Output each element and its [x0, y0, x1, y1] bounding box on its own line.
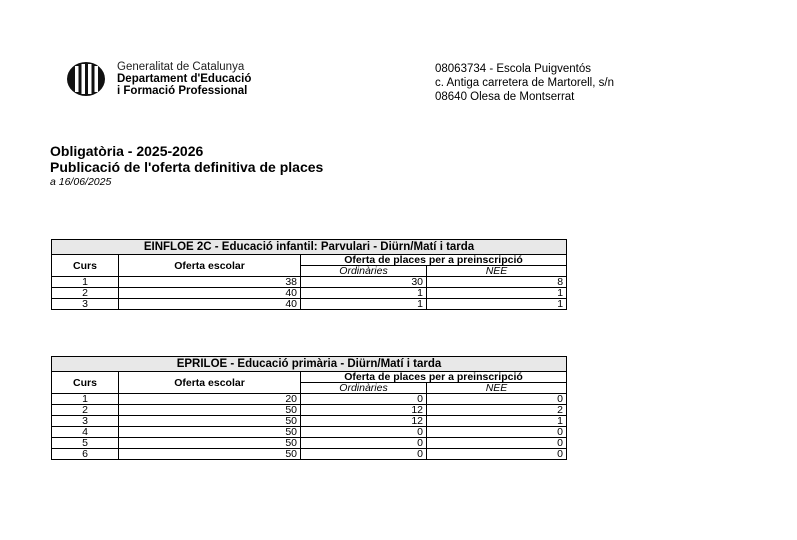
cell-oferta: 40: [119, 299, 301, 310]
col-header-nee: NEE: [427, 383, 567, 394]
table-row: [52, 288, 567, 299]
cell-oferta: 50: [119, 416, 301, 427]
cell-curs: 3: [52, 299, 119, 310]
cell-curs: 1: [52, 394, 119, 405]
publication-date: a 16/06/2025: [50, 176, 112, 188]
school-city: 08640 Olesa de Montserrat: [435, 91, 575, 103]
cell-oferta: 50: [119, 438, 301, 449]
col-header-places: Oferta de places per a preinscripció: [301, 372, 567, 383]
cell-ordinaries: 1: [301, 299, 427, 310]
org-line-3: i Formació Professional: [117, 85, 248, 97]
org-line-1: Generalitat de Catalunya: [117, 61, 245, 73]
cell-oferta: 40: [119, 288, 301, 299]
table-caption: EPRILOE - Educació primària - Diürn/Matí i tarda: [52, 357, 567, 372]
offer-table-infantil: [51, 239, 567, 310]
cell-ordinaries: 0: [301, 449, 427, 460]
cell-nee: 0: [427, 449, 567, 460]
cell-nee: 0: [427, 427, 567, 438]
cell-curs: 1: [52, 277, 119, 288]
table-row: [52, 416, 567, 427]
col-header-curs: Curs: [52, 255, 119, 277]
cell-curs: 4: [52, 427, 119, 438]
cell-nee: 1: [427, 416, 567, 427]
school-code-name: 08063734 - Escola Puigventós: [435, 63, 591, 75]
offer-table-primaria: [51, 356, 567, 460]
col-header-nee: NEE: [427, 266, 567, 277]
col-header-oferta: Oferta escolar: [119, 255, 301, 277]
table-row: [52, 299, 567, 310]
cell-oferta: 20: [119, 394, 301, 405]
cell-ordinaries: 12: [301, 405, 427, 416]
cell-nee: 0: [427, 394, 567, 405]
col-header-curs: Curs: [52, 372, 119, 394]
table-caption: EINFLOE 2C - Educació infantil: Parvulari - Diürn/Matí i tarda: [52, 240, 567, 255]
table-row: [52, 449, 567, 460]
cell-oferta: 50: [119, 427, 301, 438]
cell-nee: 1: [427, 299, 567, 310]
cell-ordinaries: 1: [301, 288, 427, 299]
table-row: [52, 277, 567, 288]
cell-oferta: 50: [119, 449, 301, 460]
cell-nee: 8: [427, 277, 567, 288]
school-block: [435, 62, 614, 104]
cell-curs: 3: [52, 416, 119, 427]
cell-nee: 1: [427, 288, 567, 299]
page-title: Obligatòria - 2025-2026: [50, 143, 204, 159]
cell-ordinaries: 0: [301, 427, 427, 438]
cell-oferta: 50: [119, 405, 301, 416]
cell-ordinaries: 30: [301, 277, 427, 288]
page-subtitle: Publicació de l'oferta definitiva de places: [50, 159, 324, 175]
org-line-2: Departament d'Educació: [117, 73, 252, 85]
col-header-ordinaries: Ordinàries: [301, 383, 427, 394]
cell-oferta: 38: [119, 277, 301, 288]
cell-nee: 0: [427, 438, 567, 449]
table-row: [52, 427, 567, 438]
cell-nee: 2: [427, 405, 567, 416]
cell-curs: 2: [52, 405, 119, 416]
document-titles: [50, 143, 323, 189]
table-row: [52, 438, 567, 449]
cell-ordinaries: 0: [301, 438, 427, 449]
school-address: c. Antiga carretera de Martorell, s/n: [435, 77, 614, 89]
generalitat-logo-icon: [66, 61, 106, 97]
organization-block: [117, 61, 251, 97]
cell-ordinaries: 0: [301, 394, 427, 405]
table-row: [52, 405, 567, 416]
cell-curs: 5: [52, 438, 119, 449]
col-header-places: Oferta de places per a preinscripció: [301, 255, 567, 266]
col-header-ordinaries: Ordinàries: [301, 266, 427, 277]
cell-ordinaries: 12: [301, 416, 427, 427]
cell-curs: 6: [52, 449, 119, 460]
cell-curs: 2: [52, 288, 119, 299]
table-row: [52, 394, 567, 405]
col-header-oferta: Oferta escolar: [119, 372, 301, 394]
